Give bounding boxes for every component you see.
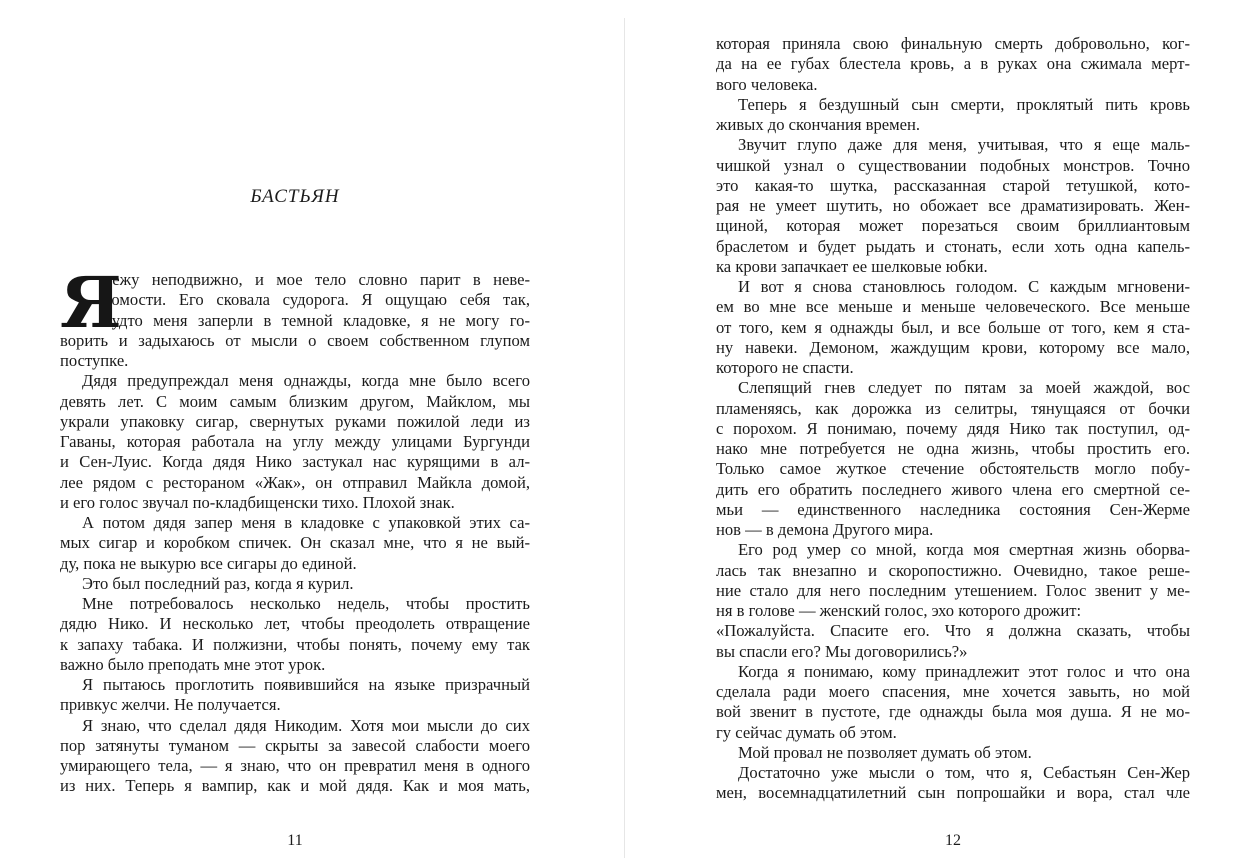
text-line: Гаваны, которая работала на углу между улицами Бургунди	[60, 432, 530, 451]
text-line: которого не спасти.	[716, 358, 854, 377]
text-line: вы спасли его? Мы договорились?»	[716, 641, 968, 661]
chapter-title: БАСТЬЯН	[250, 186, 340, 207]
text-line: дядю Нико. И несколько лет, чтобы преодолеть отвращение	[60, 614, 530, 634]
text-line: это какая-то шутка, рассказанная старой тетушкой, кото-	[716, 175, 1190, 195]
text-line: лась так внезапно и скоропостижно. Очевидно, такое реше-	[716, 560, 1190, 580]
text-line: нако мне потребуется не одна жизнь, чтобы простить его.	[716, 439, 1190, 458]
text-line: дить его обратить последнего живого члена его смертной се-	[716, 479, 1190, 499]
text-line: сделала ради моего спасения, мне хочется завыть, но мой	[716, 682, 1190, 701]
text-line: Дядя предупреждал меня однажды, когда мне было всего	[82, 371, 530, 391]
text-line: вой звенит в пустоте, где однажды была моя душа. Я не мо-	[716, 702, 1190, 722]
text-line: гу сейчас думать об этом.	[716, 722, 897, 742]
text-line: мых сигар и коробком спичек. Он сказал мне, что я не вый-	[60, 533, 530, 553]
text-line: Теперь я бездушный сын смерти, проклятый пить кровь	[738, 94, 1190, 114]
text-line: нов — в демона Другого мира.	[716, 520, 934, 539]
text-line: живых до скончания времен.	[716, 115, 921, 134]
text-line: Слепящий гнев следует по пятам за моей жаждой, вос	[738, 378, 1190, 398]
text-line: из них. Теперь я вампир, как и мой дядя. Как и моя мать,	[60, 776, 530, 796]
text-line: Мой провал не позволяет думать об этом.	[738, 742, 1032, 762]
text-line: ние стало для него последним утешением. Голос звенит у ме-	[716, 580, 1190, 600]
text-line: «Пожалуйста. Спасите его. Что я должна сказать, чтобы	[716, 621, 1190, 641]
text-line: украли упаковку сигар, свернутых руками пожилой леди из	[60, 411, 530, 431]
text-line: ня в голове — женский голос, эхо которого дрожит:	[716, 601, 1082, 620]
text-line: лее рядом с рестораном «Жак», он отправил Майкла домой,	[60, 472, 530, 492]
text-line: будто меня заперли в темной кладовке, я не могу го-	[104, 310, 530, 330]
text-line: умирающего тела, — я знаю, что он превратил меня в одного	[60, 756, 530, 775]
text-line: вого человека.	[716, 74, 818, 94]
text-line: к запаху табака. И полжизни, чтобы понять, почему ему так	[60, 634, 530, 654]
text-line: Только самое жуткое стечение обстоятельств могло побу-	[716, 459, 1190, 479]
text-line: Когда я понимаю, кому принадлежит этот голос и что она	[738, 661, 1190, 681]
text-line: Мне потребовалось несколько недель, чтобы простить	[82, 594, 530, 613]
text-line: Достаточно уже мысли о том, что я, Себастьян Сен-Жер	[738, 763, 1190, 782]
text-line: ну навеки. Демоном, жаждущим крови, которому все мало,	[716, 337, 1190, 357]
text-line: чишкой узнал о существовании подобных монстров. Точно	[716, 155, 1190, 175]
text-line: девять лет. С моим самым близким другом, Майклом, мы	[60, 391, 530, 411]
page-number-right: 12	[945, 832, 961, 849]
text-line: сомости. Его сковала судорога. Я ощущаю себя так,	[104, 290, 530, 310]
text-line: ем во мне все меньше и меньше человеческого. Все меньше	[716, 297, 1190, 317]
text-line: браслетом и будет рыдать и стонать, если хоть одна капель-	[716, 236, 1190, 256]
text-line: да на ее губах блестела кровь, а в руках она сжимала мерт-	[716, 54, 1190, 74]
text-line: мен, восемнадцатилетний сын попрошайки и вора, стал чле	[716, 783, 1190, 803]
text-line: пламеняясь, как дорожка из селитры, тянущаяся от бочки	[716, 398, 1190, 418]
text-line: лежу неподвижно, и мое тело словно парит в неве-	[104, 270, 530, 289]
text-line: которая приняла свою финальную смерть добровольно, ког-	[716, 34, 1190, 53]
text-line: Я знаю, что сделал дядя Никодим. Хотя мои мысли до сих	[82, 715, 530, 735]
drop-cap: Я	[60, 261, 122, 344]
text-line: поступке.	[60, 351, 129, 370]
text-line: Звучит глупо даже для меня, учитывая, что я еще маль-	[738, 135, 1190, 155]
text-line: от того, кем я однажды был, и все больше от того, кем я ста-	[716, 317, 1190, 337]
text-line: Это был последний раз, когда я курил.	[82, 573, 354, 593]
right-page-text	[716, 34, 1190, 804]
text-line: пор затянуты туманом — скрыты за завесой слабости моего	[60, 735, 530, 755]
page-number-left: 11	[287, 832, 303, 849]
text-line: рая не умеет шутить, но обожает все драматизировать. Жен-	[716, 196, 1190, 215]
text-line: щиной, которая может порезаться своим бриллиантовым	[716, 216, 1190, 236]
text-line: И вот я снова становлюсь голодом. С каждым мгновени-	[738, 277, 1190, 296]
text-line: ка крови запачкает ее шелковые юбки.	[716, 256, 988, 276]
text-line: Я пытаюсь проглотить появившийся на языке призрачный	[82, 675, 530, 694]
text-line: и Сен-Луис. Когда дядя Нико застукал нас курящими в ал-	[60, 452, 530, 472]
text-line: ворить и задыхаюсь от мысли о своем собственном глупом	[60, 330, 530, 350]
text-line: важно было преподать мне этот урок.	[60, 654, 326, 674]
text-line: Его род умер со мной, когда моя смертная жизнь оборва-	[738, 540, 1190, 560]
text-line: мьи — единственного наследника состояния Сен-Жерме	[716, 499, 1190, 519]
right-page	[716, 0, 1190, 858]
left-page	[60, 0, 530, 858]
text-line: ду, пока не выкурю все сигары до единой.	[60, 553, 357, 573]
left-page-text	[60, 261, 530, 797]
text-line: и его голос звучал по-кладбищенски тихо. Плохой знак.	[60, 492, 455, 512]
text-line: привкус желчи. Не получается.	[60, 695, 281, 715]
page-gutter	[624, 18, 625, 858]
text-line: с порохом. Я понимаю, почему дядя Нико так поступил, од-	[716, 418, 1190, 438]
text-line: А потом дядя запер меня в кладовке с упаковкой этих са-	[82, 513, 530, 532]
